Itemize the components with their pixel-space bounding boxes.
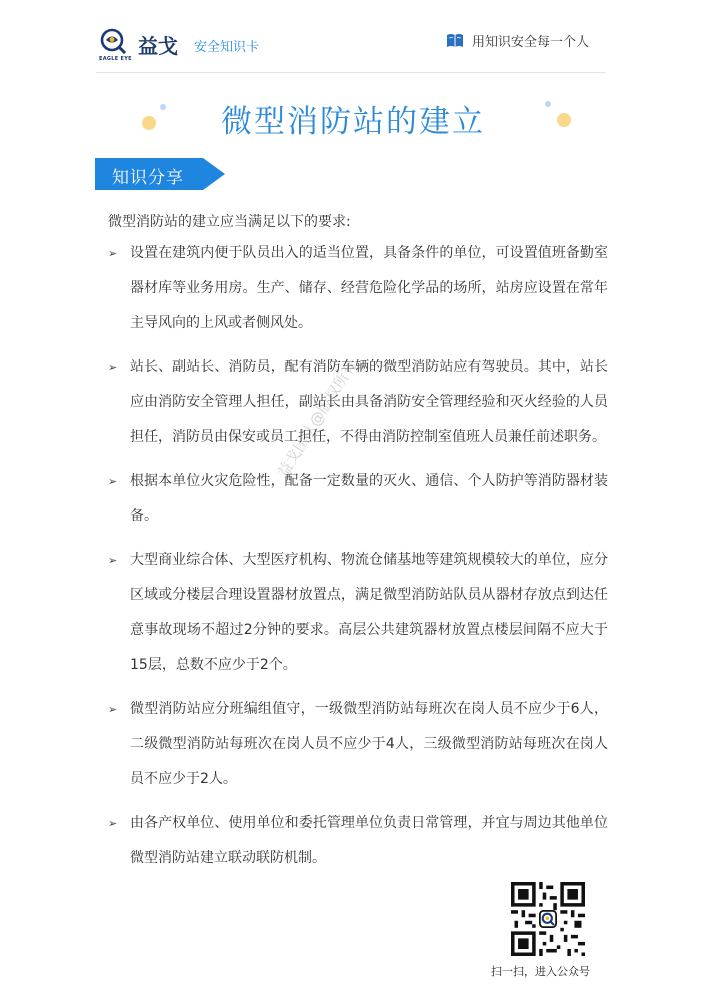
rule-text: 由各产权单位、使用单位和委托管理单位负责日常管理，并宜与周边其他单位微型消防站建立联动联防机制。 — [130, 815, 608, 866]
bullet-arrow-icon: ➢ — [108, 554, 118, 567]
list-item — [108, 464, 608, 534]
bullet-arrow-icon: ➢ — [108, 475, 118, 488]
header — [0, 0, 706, 72]
rule-text: 设置在建筑内便于队员出入的适当位置，具备条件的单位，可设置值班备勤室器材库等业务用房。生产、储存、经营危险化学品的场所，站房应设置在常年主导风向的上风或者侧风处。 — [130, 245, 608, 331]
card-label: 安全知识卡 — [194, 40, 260, 55]
eagle-eye-logo-icon — [100, 28, 126, 54]
list-item — [108, 236, 608, 341]
list-item — [108, 543, 608, 683]
bullet-arrow-icon: ➢ — [108, 361, 118, 374]
section-tag-label: 知识分享 — [112, 168, 184, 188]
slogan-text: 用知识安全每一个人 — [472, 35, 590, 50]
bullet-arrow-icon: ➢ — [108, 247, 118, 260]
rule-text: 根据本单位火灾危险性，配备一定数量的灭火、通信、个人防护等消防器材装备。 — [130, 473, 608, 524]
page-title: 微型消防站的建立 — [221, 104, 485, 140]
rules-list — [108, 236, 608, 885]
list-item — [108, 806, 608, 876]
rule-text: 站长、副站长、消防员，配有消防车辆的微型消防站应有驾驶员。其中，站长应由消防安全管理人担任，副站长由具备消防安全管理经验和灭火经验的人员担任，消防员由保安或员工担任，不得由消防控制室值班人员兼任前述职务。 — [130, 359, 608, 445]
rule-text: 大型商业综合体、大型医疗机构、物流仓储基地等建筑规模较大的单位，应分区域或分楼层合理设置器材放置点，满足微型消防站队员从器材存放点到达任意事故现场不超过2分钟的要求。高层公共建筑器材放置点楼层间隔不应大于15层，总数不应少于2个。 — [130, 552, 608, 673]
intro-text: 微型消防站的建立应当满足以下的要求: — [108, 214, 351, 230]
open-book-icon — [446, 33, 464, 48]
bullet-arrow-icon: ➢ — [108, 703, 118, 716]
section-tag — [95, 158, 225, 190]
bullet-arrow-icon: ➢ — [108, 817, 118, 830]
slogan — [446, 31, 589, 50]
qr-code-icon[interactable] — [510, 882, 586, 956]
logo-subtext: EAGLE EYE — [99, 56, 132, 62]
header-divider — [96, 72, 606, 73]
qr-caption: 扫一扫，进入公众号 — [491, 965, 590, 978]
copyright-watermark: 益戈团队@版权所有 — [273, 356, 361, 481]
list-item — [108, 692, 608, 797]
brand-name: 益戈 — [138, 34, 178, 58]
rule-text: 微型消防站应分班编组值守，一级微型消防站每班次在岗人员不应少于6人，二级微型消防站每班次在岗人员不应少于4人，三级微型消防站每班次在岗人员不应少于2人。 — [130, 701, 608, 787]
